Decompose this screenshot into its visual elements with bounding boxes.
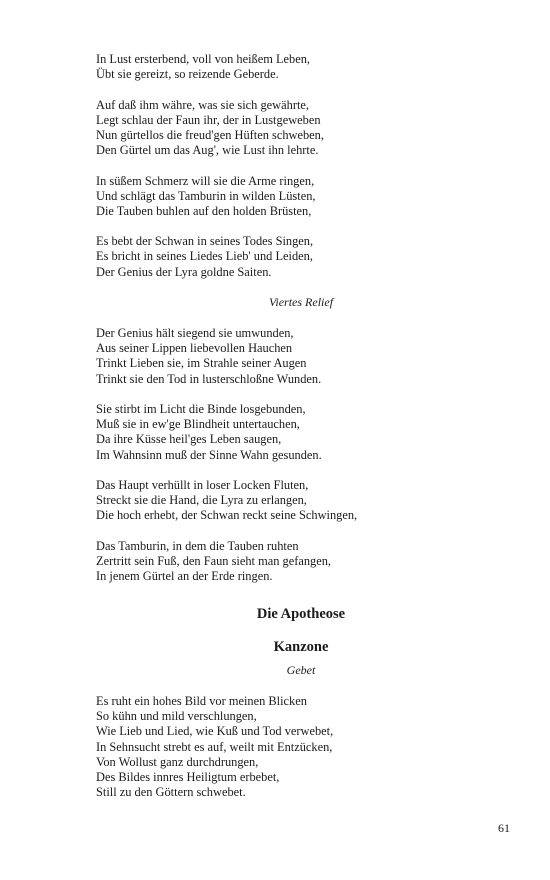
verse-line: Aus seiner Lippen liebevollen Hauchen bbox=[96, 341, 293, 356]
stanza bbox=[96, 52, 516, 82]
verse-line: Da ihre Küsse heil'ges Leben saugen, bbox=[96, 432, 282, 447]
page-number: 61 bbox=[498, 821, 510, 835]
verse-line: Trinkt Lieben sie, im Strahle seiner Augen bbox=[96, 356, 307, 371]
verse-line: Wie Lieb und Lied, wie Kuß und Tod verwebet, bbox=[96, 724, 334, 739]
verse-line: Zertritt sein Fuß, den Faun sieht man gefangen, bbox=[96, 553, 332, 568]
verse-line: Still zu den Göttern schwebet. bbox=[96, 785, 246, 800]
stanza-gap bbox=[96, 387, 516, 402]
section-caption: Viertes Relief bbox=[268, 295, 334, 309]
verse-line: Die Tauben buhlen auf den holden Brüsten, bbox=[96, 203, 312, 218]
verse-line: In jenem Gürtel an der Erde ringen. bbox=[96, 569, 273, 583]
verse-line: Muß sie in ew'ge Blindheit untertauchen, bbox=[96, 417, 300, 432]
verse-line: Das Haupt verhüllt in loser Locken Fluten, bbox=[96, 477, 309, 492]
verse-line: Trinkt sie den Tod in lusterschloßne Wunden. bbox=[96, 371, 322, 386]
verse-line: In Sehnsucht strebt es auf, weilt mit Entzücken, bbox=[96, 739, 333, 754]
section-caption-block bbox=[96, 295, 516, 310]
verse-line: Sie stirbt im Licht die Binde losgebunden, bbox=[96, 401, 306, 416]
verse-line: Es ruht ein hohes Bild vor meinen Blicken bbox=[96, 694, 307, 708]
stanza bbox=[96, 694, 516, 800]
verse-line: Der Genius der Lyra goldne Saiten. bbox=[96, 264, 272, 279]
stanza bbox=[96, 98, 516, 159]
stanza-gap bbox=[96, 523, 516, 538]
verse-line: Übt sie gereizt, so reizende Geberde. bbox=[96, 67, 279, 82]
verse-line: Der Genius hält siegend sie umwunden, bbox=[96, 326, 294, 340]
poem-heading-block bbox=[96, 606, 516, 623]
verse-line: So kühn und mild verschlungen, bbox=[96, 709, 257, 724]
stanza bbox=[96, 174, 516, 220]
stanza bbox=[96, 234, 516, 280]
stanza bbox=[96, 539, 516, 585]
stanza bbox=[96, 402, 516, 463]
verse-line: Legt schlau der Faun ihr, der in Lustgeweben bbox=[96, 112, 321, 127]
verse-line: In süßem Schmerz will sie die Arme ringen, bbox=[96, 173, 315, 188]
verse-line: In Lust ersterbend, voll von heißem Leben, bbox=[96, 52, 311, 66]
verse-line: Es bricht in seines Liedes Lieb' und Leiden, bbox=[96, 249, 313, 264]
poem-caption: Gebet bbox=[286, 663, 316, 677]
poem-caption-block bbox=[96, 663, 516, 678]
verse-line: Des Bildes innres Heiligtum erbebet, bbox=[96, 769, 280, 784]
stanza-group-b bbox=[96, 326, 516, 584]
stanza-gap bbox=[96, 219, 516, 234]
verse-line: Die hoch erhebt, der Schwan reckt seine Schwingen, bbox=[96, 508, 358, 523]
stanza-group-a bbox=[96, 52, 516, 280]
poem-subtitle: Kanzone bbox=[273, 639, 329, 655]
verse-line: Auf daß ihm währe, was sie sich gewährte, bbox=[96, 97, 309, 112]
poem-subtitle-block bbox=[96, 639, 516, 656]
stanza-gap bbox=[96, 82, 516, 97]
stanza-group-c bbox=[96, 694, 516, 800]
verse-line: Das Tamburin, in dem die Tauben ruhten bbox=[96, 538, 299, 553]
poem-title: Die Apotheose bbox=[256, 606, 346, 622]
verse-line: Von Wollust ganz durchdrungen, bbox=[96, 754, 259, 769]
verse-line: Den Gürtel um das Aug', wie Lust ihn lehrte. bbox=[96, 143, 319, 158]
stanza-gap bbox=[96, 158, 516, 173]
stanza bbox=[96, 478, 516, 524]
verse-line: Streckt sie die Hand, die Lyra zu erlangen, bbox=[96, 493, 307, 508]
verse-line: Nun gürtellos die freud'gen Hüften schweben, bbox=[96, 127, 324, 142]
stanza-gap bbox=[96, 463, 516, 478]
verse-line: Es bebt der Schwan in seines Todes Singen, bbox=[96, 234, 314, 249]
stanza bbox=[96, 326, 516, 387]
verse-line: Im Wahnsinn muß der Sinne Wahn gesunden. bbox=[96, 447, 322, 462]
verse-line: Und schlägt das Tamburin in wilden Lüsten, bbox=[96, 188, 316, 203]
